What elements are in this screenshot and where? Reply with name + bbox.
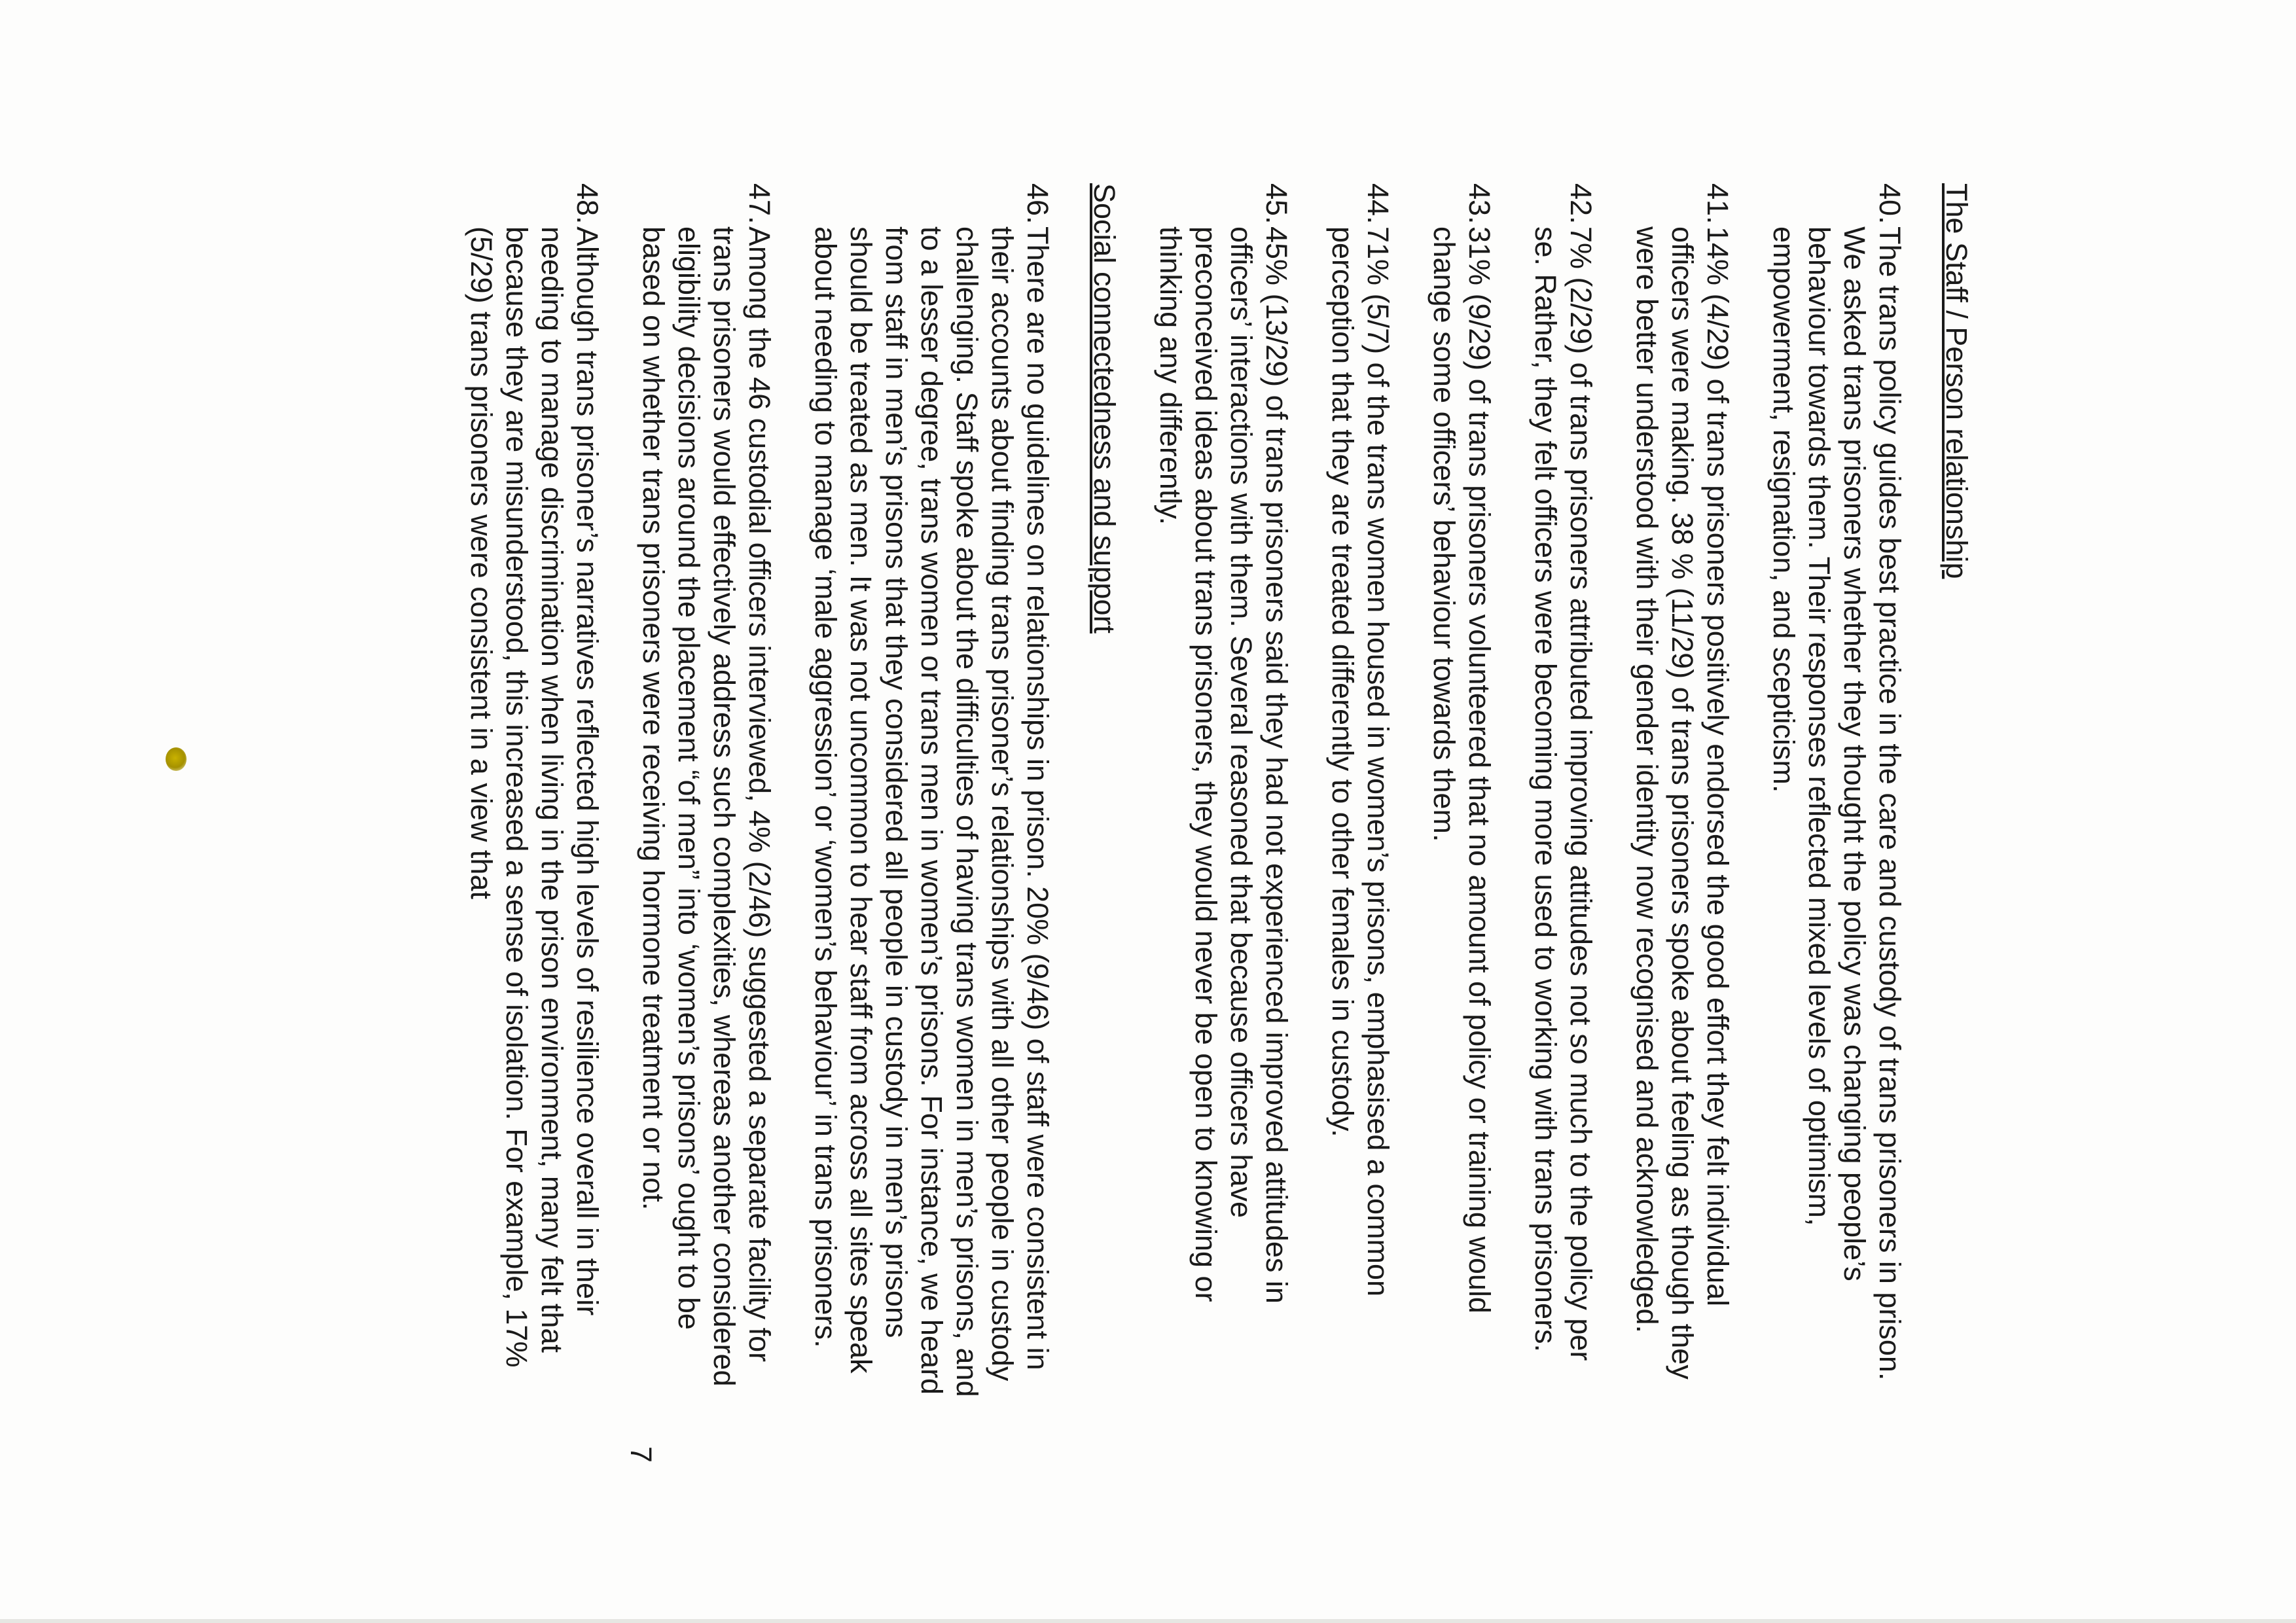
paragraph-number: 43. bbox=[1463, 183, 1496, 224]
paragraph-text: 14% (4/29) of trans prisoners positively endorsed the good effort they felt individual officers were making. 38 % (11/29) of trans prisoners spoke about feeling as though they were better understood with their gender identity now recognised and acknowledged. bbox=[1630, 226, 1734, 1380]
rotated-page-content bbox=[433, 183, 1974, 1463]
paragraph-46 bbox=[808, 183, 1055, 1400]
paragraph-47 bbox=[636, 183, 777, 1400]
paragraph-text: There are no guidelines on relationships in prison. 20% (9/46) of staff were consistent in their accounts about finding trans prisoner’s relationships with all other people in custody challenging. Staff spoke about the difficulties of having trans women in men’s prisons, and to a lesser degree, trans women or trans men in women’s prisons. For instance, we heard from staff in men’s prisons that they considered all people in custody in men’s prisons should be treated as men. It was not uncommon to hear staff from across all sites speak about needing to manage ‘male aggression’ or ‘women’s behaviour’ in trans prisoners. bbox=[809, 226, 1054, 1397]
paragraph-43 bbox=[1426, 183, 1497, 1400]
paragraph-text: 31% (9/29) of trans prisoners volunteered that no amount of policy or training would change some officers’ behaviour towards them. bbox=[1427, 226, 1496, 1313]
paragraph-number: 47. bbox=[743, 183, 776, 224]
section-heading: Social connectedness and support bbox=[1088, 183, 1121, 633]
paragraph-48 bbox=[463, 183, 605, 1400]
page-number: 7 bbox=[624, 1446, 658, 1463]
paragraph-number: 48. bbox=[571, 183, 604, 224]
paragraph-number: 44. bbox=[1361, 183, 1395, 224]
paragraph-text: The trans policy guides best practice in the care and custody of trans prisoners in prison. We asked trans prisoners whether they thought the policy was changing people’s behaviour towards them. Their responses reflected mixed levels of optimism, empowerment, resignation, and scepticism. bbox=[1767, 226, 1907, 1381]
section-social-connectedness bbox=[463, 183, 1122, 1400]
paragraph-45 bbox=[1153, 183, 1294, 1400]
paragraph-number: 40. bbox=[1873, 183, 1907, 224]
paragraph-42 bbox=[1528, 183, 1598, 1400]
section-staff-person-relationship bbox=[1153, 183, 1974, 1400]
paragraph-number: 45. bbox=[1260, 183, 1293, 224]
paragraph-44 bbox=[1325, 183, 1395, 1400]
stain-mark bbox=[166, 747, 187, 771]
paragraph-40 bbox=[1766, 183, 1907, 1400]
paragraph-text: 71% (5/7) of the trans women housed in women’s prisons, emphasised a common perception that they are treated differently to other females in custody. bbox=[1326, 226, 1395, 1297]
paragraph-text: Among the 46 custodial officers interviewed, 4% (2/46) suggested a separate facility for trans prisoners would effectively address such complexities, whereas another considered eligibility decisions around the placement “of men” into ‘women’s prisons’ ought to be based on whether trans prisoners were receiving hormone treatment or not. bbox=[637, 226, 776, 1387]
paragraph-number: 41. bbox=[1701, 183, 1734, 224]
scan-edge bbox=[0, 1619, 2296, 1623]
paragraph-41 bbox=[1629, 183, 1735, 1400]
paragraph-number: 46. bbox=[1021, 183, 1054, 224]
paragraph-text: Although trans prisoner’s narratives reflected high levels of resilience overall in their needing to manage discrimination when living in the prison environment, many felt that because they are misunderstood, this increased a sense of isolation. For example, 17% (5/29) trans prisoners were consistent in a view that bbox=[465, 226, 604, 1368]
section-heading: The Staff / Person relationship bbox=[1940, 183, 1973, 579]
paragraph-number: 42. bbox=[1564, 183, 1598, 224]
paragraph-text: 7% (2/29) of trans prisoners attributed improving attitudes not so much to the policy per se. Rather, they felt officers were becoming more used to working with trans prisoners. bbox=[1529, 226, 1598, 1361]
paragraph-text: 45% (13/29) of trans prisoners said they had not experienced improved attitudes in officers’ interactions with them. Several reasoned that because officers have preconceived ideas about trans prisoners, they would never be open to knowing or thinking any differently. bbox=[1154, 226, 1293, 1304]
